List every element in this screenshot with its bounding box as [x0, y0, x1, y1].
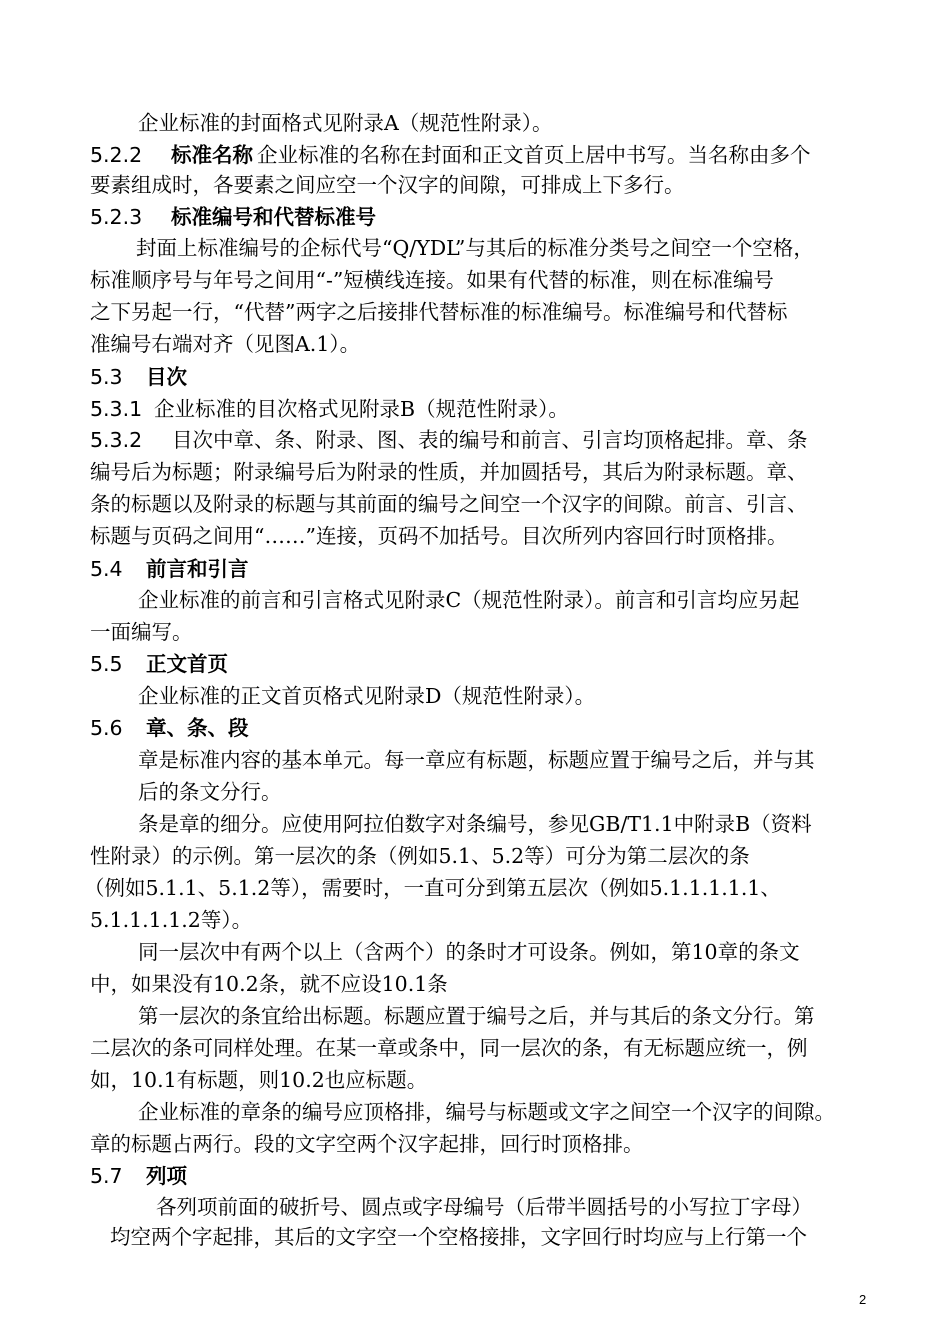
paragraph-line: 第一层次的条宜给出标题。标题应置于编号之后，并与其后的条文分行。第 [138, 1004, 815, 1028]
section-heading: 标准名称 [171, 143, 253, 167]
paragraph-line: 企业标准的前言和引言格式见附录C（规范性附录）。前言和引言均应另起 [138, 588, 800, 612]
paragraph-line: 企业标准的封面格式见附录A（规范性附录）。 [138, 111, 553, 135]
paragraph-line: 条是章的细分。应使用阿拉伯数字对条编号，参见GB/T1.1中附录B（资料 [138, 812, 812, 836]
paragraph-line: （例如5.1.1、5.1.2等），需要时，一直可分到第五层次（例如5.1.1.1.1.1、 [84, 876, 781, 900]
section-heading: 目次 [146, 365, 187, 389]
section-heading: 正文首页 [146, 652, 228, 676]
section-heading: 列项 [146, 1164, 187, 1188]
paragraph-line: 均空两个字起排，其后的文字空一个空格接排，文字回行时均应与上行第一个 [110, 1225, 807, 1249]
paragraph-line: 二层次的条可同样处理。在某一章或条中，同一层次的条，有无标题应统一，例 [90, 1036, 808, 1060]
paragraph-line: 如，10.1有标题，则10.2也应标题。 [90, 1068, 428, 1092]
section-number: 5.6 [90, 716, 123, 740]
paragraph-line: 编号后为标题；附录编号后为附录的性质，并加圆括号，其后为附录标题。章、 [90, 460, 808, 484]
section-number: 5.3 [90, 365, 123, 389]
paragraph-line: 企业标准的正文首页格式见附录D（规范性附录）。 [138, 684, 596, 708]
paragraph-line: 同一层次中有两个以上（含两个）的条时才可设条。例如，第10章的条文 [138, 940, 800, 964]
paragraph-line: 各列项前面的破折号、圆点或字母编号（后带半圆括号的小写拉丁字母） [156, 1195, 812, 1219]
section-number: 5.3.1 [90, 397, 143, 421]
paragraph-line: 条的标题以及附录的标题与其前面的编号之间空一个汉字的间隙。前言、引言、 [90, 492, 808, 516]
paragraph-line: 企业标准的名称在封面和正文首页上居中书写。当名称由多个 [257, 143, 811, 167]
paragraph-line: 目次中章、条、附录、图、表的编号和前言、引言均顶格起排。章、条 [172, 428, 808, 452]
paragraph-line: 标题与页码之间用“……”连接，页码不加括号。目次所列内容回行时顶格排。 [90, 524, 788, 548]
paragraph-line: 要素组成时，各要素之间应空一个汉字的间隙，可排成上下多行。 [90, 173, 685, 197]
paragraph-line: 企业标准的目次格式见附录B（规范性附录）。 [154, 397, 569, 421]
paragraph-line: 企业标准的章条的编号应顶格排，编号与标题或文字之间空一个汉字的间隙。 [138, 1100, 835, 1124]
paragraph-line: 5.1.1.1.1.2等）。 [90, 908, 253, 932]
section-number: 5.4 [90, 557, 123, 581]
paragraph-line: 性附录）的示例。第一层次的条（例如5.1、5.2等）可分为第二层次的条 [90, 844, 750, 868]
page-number: 2 [859, 1292, 867, 1307]
section-number: 5.2.2 [90, 143, 143, 167]
section-number: 5.5 [90, 652, 123, 676]
paragraph-line: 章是标准内容的基本单元。每一章应有标题，标题应置于编号之后，并与其 [138, 748, 815, 772]
section-heading: 前言和引言 [146, 557, 249, 581]
section-heading: 章、条、段 [146, 716, 249, 740]
paragraph-line: 章的标题占两行。段的文字空两个汉字起排，回行时顶格排。 [90, 1132, 644, 1156]
paragraph-line: 后的条文分行。 [138, 780, 282, 804]
paragraph-line: 准编号右端对齐（见图A.1）。 [90, 332, 361, 356]
section-number: 5.7 [90, 1164, 123, 1188]
section-number: 5.3.2 [90, 428, 143, 452]
paragraph-line: 中，如果没有10.2条，就不应设10.1条 [90, 972, 448, 996]
paragraph-line: 一面编写。 [90, 620, 193, 644]
section-number: 5.2.3 [90, 205, 143, 229]
paragraph-line: 标准顺序号与年号之间用“-”短横线连接。如果有代替的标准，则在标准编号 [90, 268, 774, 292]
section-heading: 标准编号和代替标准号 [171, 205, 376, 229]
paragraph-line: 之下另起一行，“代替”两字之后接排代替标准的标准编号。标准编号和代替标 [90, 300, 788, 324]
paragraph-line: 封面上标准编号的企标代号“Q/YDL”与其后的标准分类号之间空一个空格， [136, 236, 814, 260]
